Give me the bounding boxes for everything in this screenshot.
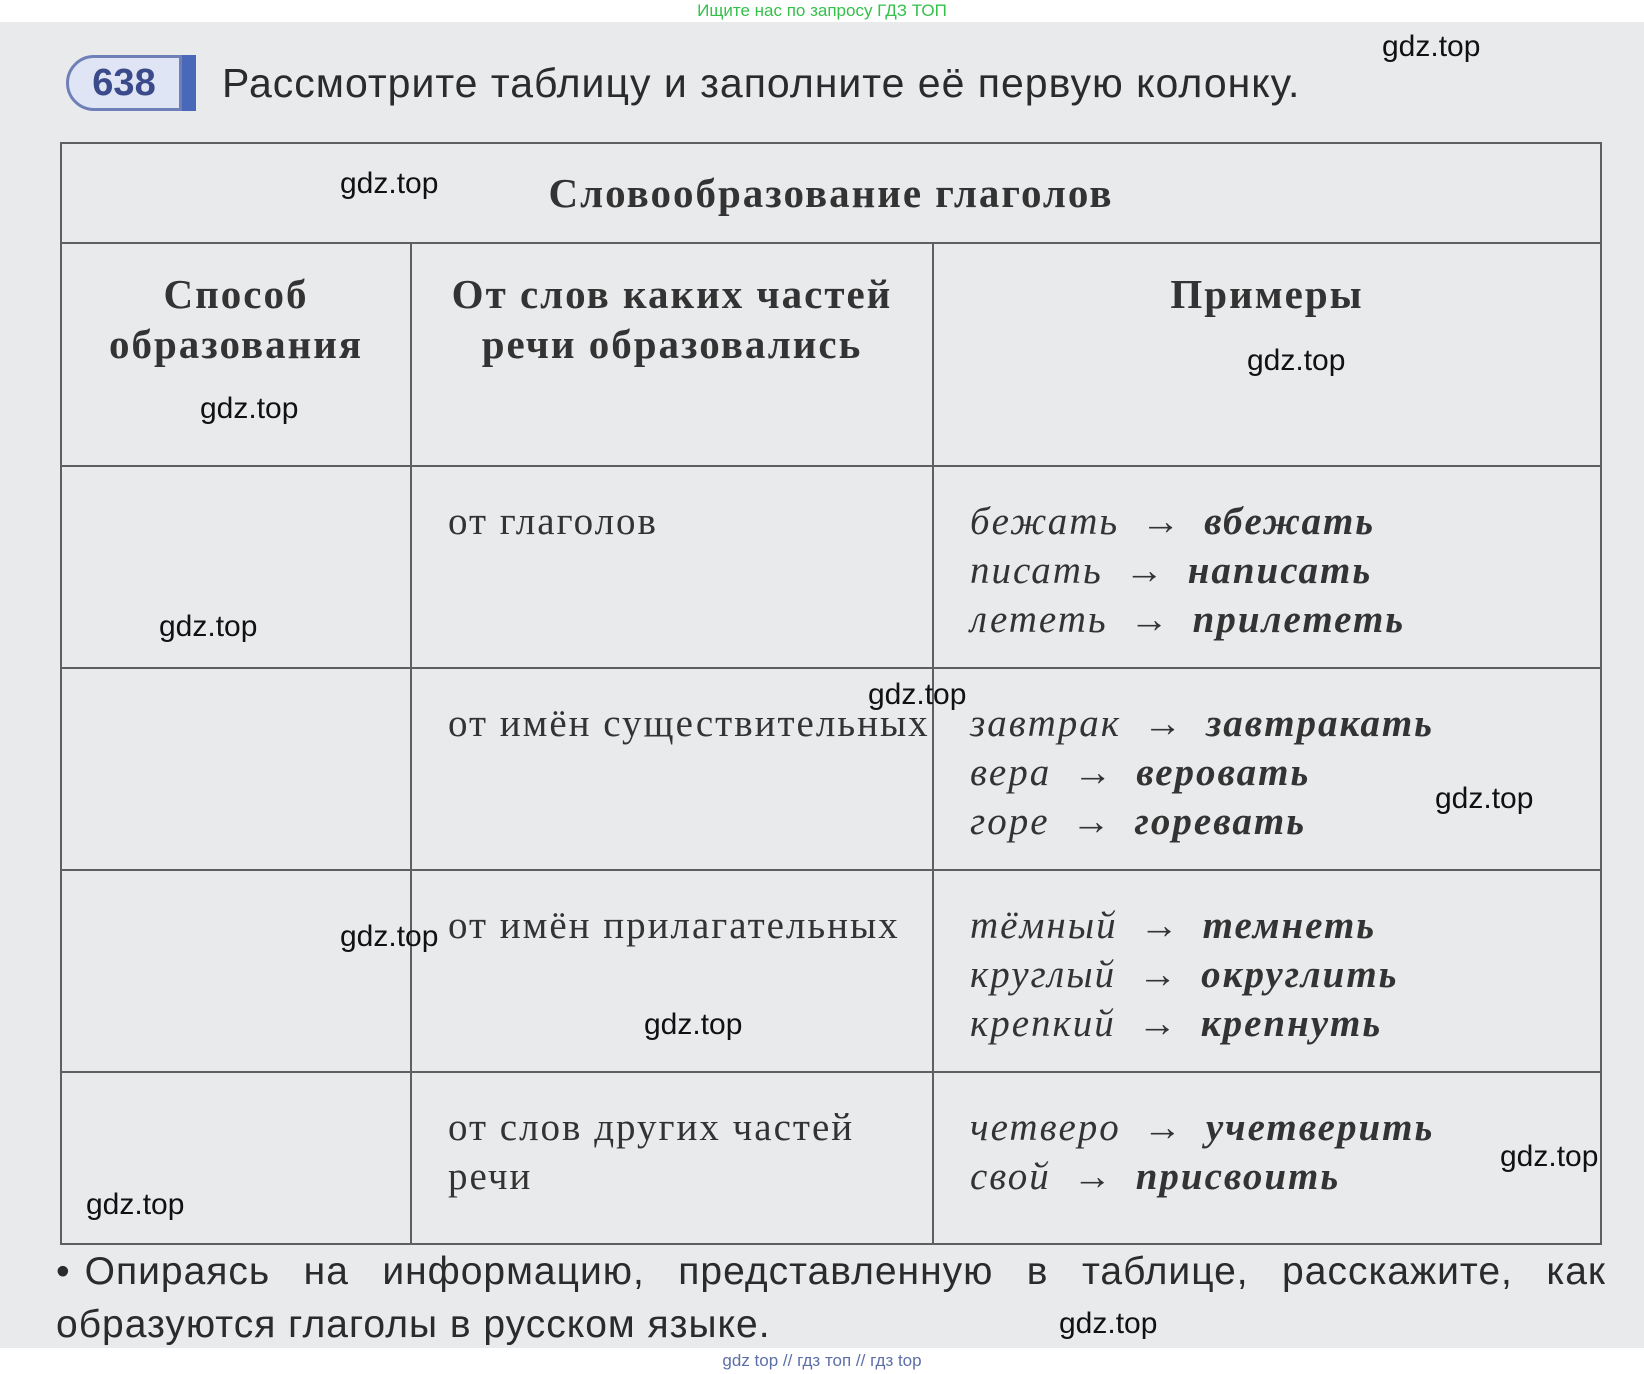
arrow-icon: → [1124,549,1166,592]
example-line [970,999,1600,1048]
arrow-icon: → [1141,500,1183,543]
footer-links: gdz top // гдз топ // гдз top [722,1351,922,1370]
example-derived-word: вбежать [1204,500,1376,543]
example-derived-word: крепнуть [1200,1002,1383,1045]
table-row [61,466,1601,668]
watermark: gdz.top [340,920,439,953]
source-cell: от имён прилагательных [411,870,933,1072]
exercise-task: Рассмотрите таблицу и заполните её первую колонку. [222,60,1301,106]
exercise-badge-bar [182,55,196,111]
example-derived-word: завтракать [1206,702,1434,745]
examples-cell [933,668,1601,870]
example-derived-word: округлить [1201,953,1399,996]
examples-cell [933,870,1601,1072]
example-source-word: писать [970,549,1103,592]
example-derived-word: темнеть [1202,904,1377,947]
example-source-word: крепкий [970,1002,1116,1045]
example-line [970,699,1600,748]
arrow-icon: → [1137,1002,1179,1045]
arrow-icon: → [1072,1155,1114,1198]
example-derived-word: прилететь [1192,598,1406,641]
header-source: От слов каких частей речи образовались [411,243,933,466]
source-cell: от глаголов [411,466,933,668]
arrow-icon: → [1138,953,1180,996]
arrow-icon: → [1129,598,1171,641]
source-cell: от слов других частей речи [411,1072,933,1244]
example-source-word: бежать [970,500,1120,543]
method-cell-empty[interactable] [61,870,411,1072]
example-line [970,497,1600,546]
header-examples: Примеры [933,243,1601,466]
example-derived-word: веровать [1136,751,1311,794]
arrow-icon: → [1142,1106,1184,1149]
arrow-icon: → [1071,800,1113,843]
table-row [61,668,1601,870]
table-row [61,870,1601,1072]
watermark: gdz.top [1059,1307,1158,1340]
watermark: gdz.top [200,392,299,425]
word-formation-table [60,142,1602,1245]
top-banner: Ищите нас по запросу ГДЗ ТОП [697,1,947,20]
header-method: Способ образования [61,243,411,466]
examples-cell [933,466,1601,668]
example-source-word: вера [970,751,1052,794]
discussion-prompt-text: Опираясь на информацию, представленную в таблице, расскажите, как образуются глаголы в русском языке. [56,1250,1606,1346]
example-line [970,950,1600,999]
example-source-word: четверо [970,1106,1121,1149]
arrow-icon: → [1143,702,1185,745]
watermark: gdz.top [1382,30,1481,63]
example-derived-word: написать [1187,549,1373,592]
example-source-word: завтрак [970,702,1122,745]
example-source-word: тёмный [970,904,1118,947]
example-derived-word: присвоить [1135,1155,1341,1198]
watermark: gdz.top [644,1008,743,1041]
watermark: gdz.top [159,610,258,643]
method-cell-empty[interactable] [61,668,411,870]
example-source-word: горе [970,800,1050,843]
source-cell: от имён существительных [411,668,933,870]
example-source-word: круглый [970,953,1117,996]
watermark: gdz.top [1247,344,1346,377]
example-derived-word: учетверить [1205,1106,1435,1149]
watermark: gdz.top [86,1188,185,1221]
watermark: gdz.top [868,678,967,711]
table-title: Словообразование глаголов [61,143,1601,243]
arrow-icon: → [1073,751,1115,794]
watermark: gdz.top [1435,782,1534,815]
watermark: gdz.top [340,167,439,200]
table-row [61,1072,1601,1244]
example-line [970,901,1600,950]
example-source-word: свой [970,1155,1051,1198]
discussion-prompt [56,1245,1606,1351]
watermark: gdz.top [1500,1140,1599,1173]
example-line [970,546,1600,595]
arrow-icon: → [1139,904,1181,947]
bullet-icon: • [56,1250,71,1293]
example-line [970,595,1600,644]
example-derived-word: горевать [1134,800,1307,843]
exercise-number: 638 [92,62,156,104]
example-source-word: лететь [970,598,1108,641]
